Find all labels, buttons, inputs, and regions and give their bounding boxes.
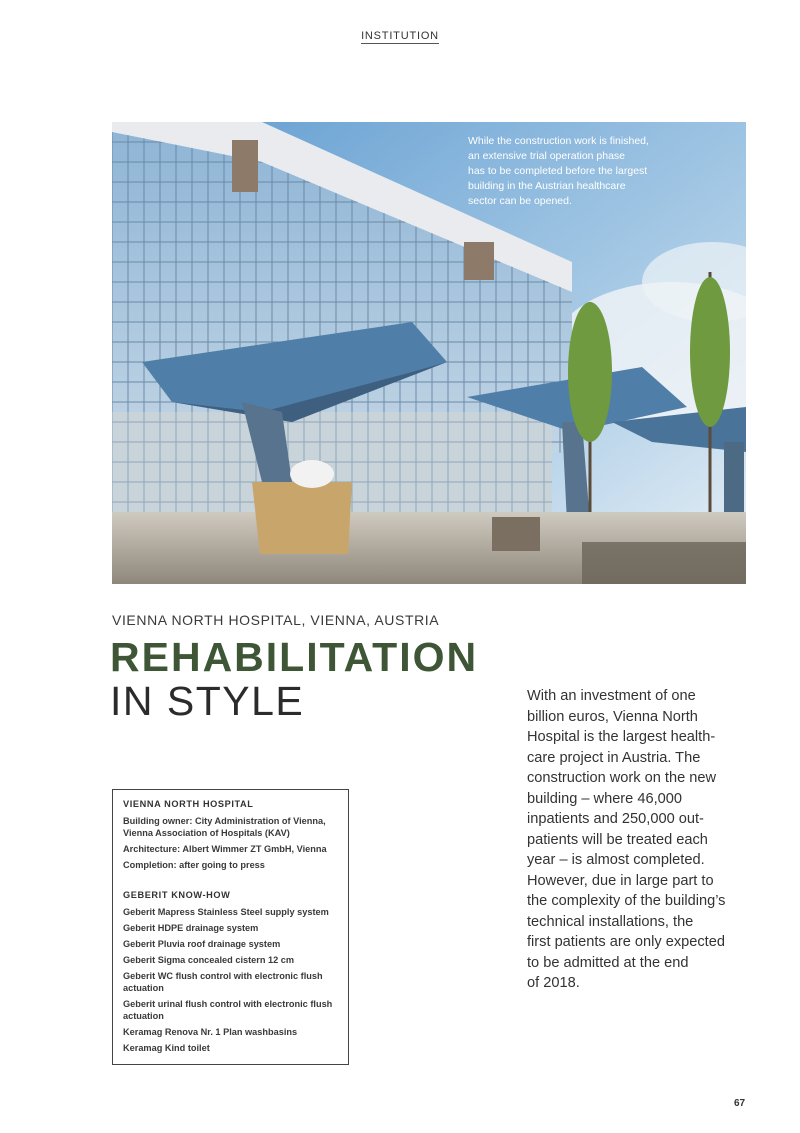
article-body xyxy=(527,686,752,994)
photo-caption xyxy=(468,134,718,209)
knowhow-item: Geberit Pluvia roof drainage system xyxy=(123,939,281,949)
article-headline: REHABILITATION xyxy=(110,634,479,680)
body-line: billion euros, Vienna North xyxy=(527,708,698,725)
body-line: to be admitted at the end xyxy=(527,954,689,971)
hospital-photo xyxy=(112,122,746,584)
article-location: VIENNA NORTH HOSPITAL, VIENNA, AUSTRIA xyxy=(112,612,440,628)
body-line: Hospital is the largest health- xyxy=(527,729,716,745)
caption-line: sector can be opened. xyxy=(468,195,572,207)
fact-detail: Architecture: Albert Wimmer ZT GmbH, Vienna xyxy=(123,844,327,854)
fact-box-title: VIENNA NORTH HOSPITAL xyxy=(123,799,254,809)
body-line: of 2018. xyxy=(527,975,580,991)
body-line: However, due in large part to xyxy=(527,872,714,889)
body-line: patients will be treated each xyxy=(527,831,708,848)
fact-box xyxy=(112,789,349,1065)
body-line: building – where 46,000 xyxy=(527,790,682,807)
body-line: inpatients and 250,000 out- xyxy=(527,811,704,827)
body-line: the complexity of the building’s xyxy=(527,893,726,909)
caption-line: has to be completed before the largest xyxy=(468,165,648,177)
knowhow-item: Geberit Mapress Stainless Steel supply system xyxy=(123,907,329,917)
body-line: technical installations, the xyxy=(527,913,694,930)
body-line: care project in Austria. The xyxy=(527,749,701,766)
knowhow-item: Geberit HDPE drainage system xyxy=(123,923,259,933)
knowhow-item: Geberit urinal flush control with electronic flush actuation xyxy=(123,999,333,1021)
caption-line: an extensive trial operation phase xyxy=(468,150,626,162)
caption-line: building in the Austrian healthcare xyxy=(468,180,626,192)
page-number: 67 xyxy=(734,1098,746,1109)
section-name: INSTITUTION xyxy=(361,30,439,42)
article-subheadline: IN STYLE xyxy=(110,678,305,724)
knowhow-item: Keramag Renova Nr. 1 Plan washbasins xyxy=(123,1027,298,1037)
fact-detail: Completion: after going to press xyxy=(123,860,265,870)
body-line: With an investment of one xyxy=(527,688,696,704)
caption-line: While the construction work is finished, xyxy=(468,135,649,147)
fact-detail: Building owner: City Administration of Vienna, Vienna Association of Hospitals (KAV) xyxy=(123,816,326,838)
knowhow-item: Geberit WC flush control with electronic flush actuation xyxy=(123,971,323,993)
body-line: construction work on the new xyxy=(527,770,717,786)
knowhow-title: GEBERIT KNOW-HOW xyxy=(123,890,231,900)
knowhow-item: Geberit Sigma concealed cistern 12 cm xyxy=(123,955,295,965)
section-label xyxy=(0,30,800,42)
body-line: first patients are only expected xyxy=(527,934,725,950)
body-line: year – is almost completed. xyxy=(527,852,705,868)
knowhow-item: Keramag Kind toilet xyxy=(123,1043,210,1053)
